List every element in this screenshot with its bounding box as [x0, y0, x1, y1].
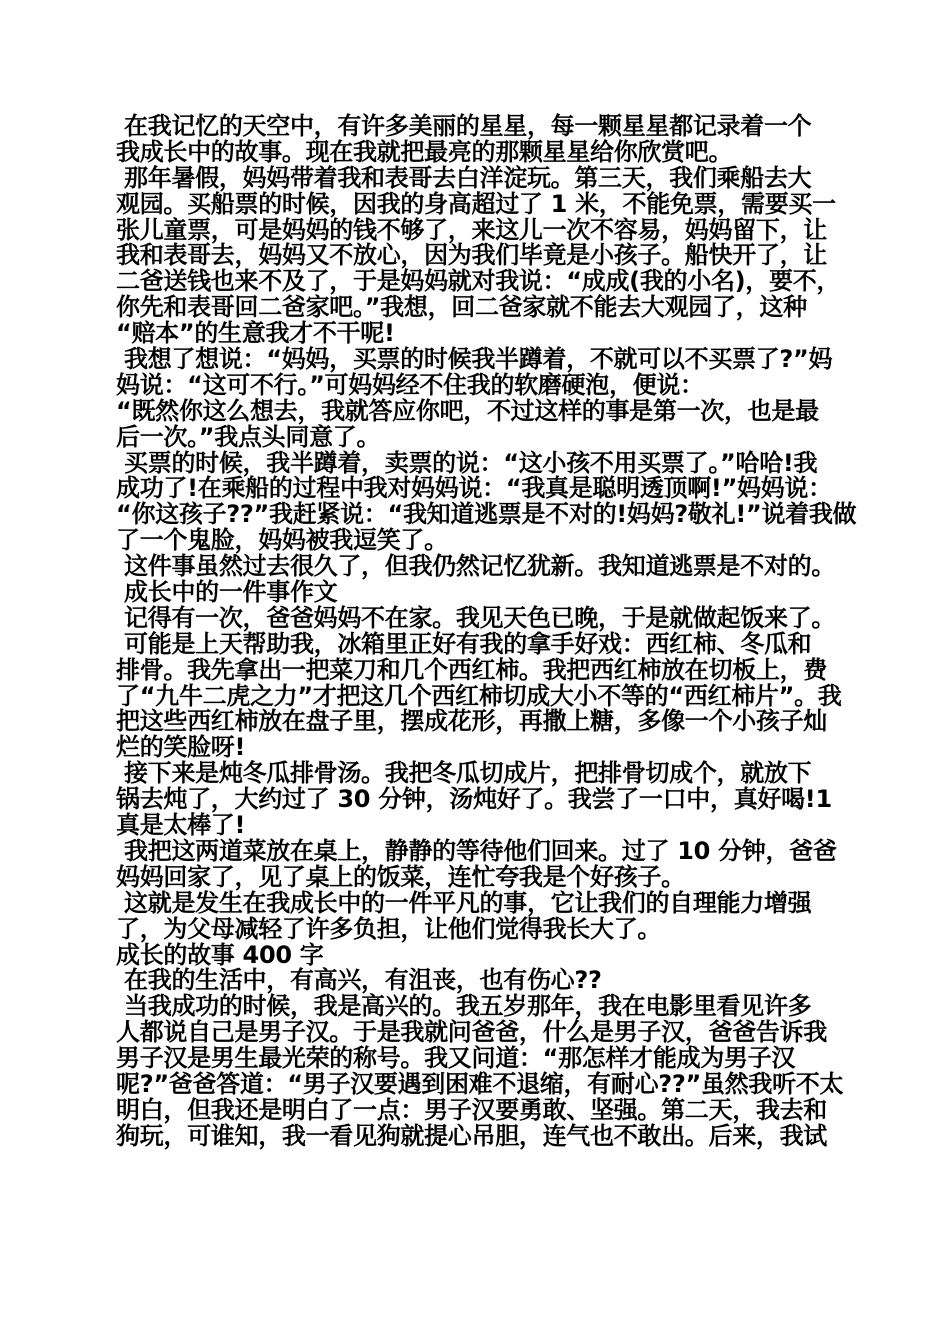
text-line: 成长的故事 400 字 — [116, 940, 324, 969]
text-line: 这件事虽然过去很久了，但我仍然记忆犹新。我知道逃票是不对的。 — [116, 552, 836, 581]
text-line: 我想了想说：“妈妈，买票的时候我半蹲着，不就可以不买票了?”妈 — [116, 345, 833, 374]
text-line: 狗玩，可谁知，我一看见狗就提心吊胆，连气也不敢出。后来，我试 — [116, 1121, 827, 1150]
text-line: 真是太棒了! — [116, 811, 246, 840]
text-line: 你先和表哥回二爸家吧。”我想，回二爸家就不能去大观园了，这种 — [116, 293, 807, 322]
text-line: 呢?”爸爸答道：“男子汉要遇到困难不退缩，有耐心??”虽然我听不太 — [116, 1069, 844, 1098]
text-line: 观园。买船票的时候，因我的身高超过了 1 米，不能免票，需要买一 — [116, 189, 836, 218]
text-line: 记得有一次，爸爸妈妈不在家。我见天色已晚，于是就做起饭来了。 — [116, 603, 836, 632]
text-line: 接下来是炖冬瓜排骨汤。我把冬瓜切成片，把排骨切成个，就放下 — [116, 759, 812, 788]
text-line: 妈说：“这可不行。”可妈妈经不住我的软磨硬泡，便说： — [116, 370, 704, 399]
text-line: 我把这两道菜放在桌上，静静的等待他们回来。过了 10 分钟，爸爸 — [116, 836, 837, 865]
text-line: 后一次。”我点头同意了。 — [116, 422, 381, 451]
text-line: 可能是上天帮助我，冰箱里正好有我的拿手好戏：西红柿、冬瓜和 — [116, 629, 812, 658]
text-line: 成功了!在乘船的过程中我对妈妈说：“我真是聪明透顶啊!”妈妈说： — [116, 474, 832, 503]
text-line: 锅去炖了，大约过了 30 分钟，汤炖好了。我尝了一口中，真好喝!1 — [116, 785, 832, 814]
text-line: 人都说自己是男子汉。于是我就问爸爸，什么是男子汉，爸爸告诉我 — [116, 1018, 827, 1047]
text-line: 买票的时候，我半蹲着，卖票的说：“这小孩不用买票了。”哈哈!我 — [116, 448, 818, 477]
text-line: “赔本”的生意我才不干呢! — [116, 319, 395, 348]
text-line: 我成长中的故事。现在我就把最亮的那颗星星给你欣赏吧。 — [116, 137, 733, 166]
text-line: “你这孩子??”我赶紧说：“我知道逃票是不对的!妈妈?敬礼!”说着我做 — [116, 500, 857, 529]
text-line: 这就是发生在我成长中的一件平凡的事，它让我们的自理能力增强 — [116, 888, 812, 917]
text-line: 成长中的一件事作文 — [116, 578, 338, 607]
text-line: 当我成功的时候，我是高兴的。我五岁那年，我在电影里看见许多 — [116, 992, 812, 1021]
text-line: 烂的笑脸呀! — [116, 733, 246, 762]
text-line: 明白，但我还是明白了一点：男子汉要勇敢、坚强。第二天，我去和 — [116, 1095, 827, 1124]
text-line: 把这些西红柿放在盘子里，摆成花形，再撒上糖，多像一个小孩子灿 — [116, 707, 827, 736]
text-line: “既然你这么想去，我就答应你吧，不过这样的事是第一次，也是最 — [116, 396, 819, 425]
text-line: 排骨。我先拿出一把菜刀和几个西红柿。我把西红柿放在切板上，费 — [116, 655, 827, 684]
text-line: 了“九牛二虎之力”才把这几个西红柿切成大小不等的“西红柿片”。我 — [116, 681, 842, 710]
text-line: 张儿童票，可是妈妈的钱不够了，来这儿一次不容易，妈妈留下，让 — [116, 215, 827, 244]
text-line: 了一个鬼脸，妈妈被我逗笑了。 — [116, 526, 448, 555]
text-line: 在我的生活中，有高兴，有沮丧，也有伤心?? — [116, 966, 602, 995]
text-line: 了，为父母减轻了许多负担，让他们觉得我长大了。 — [116, 914, 662, 943]
text-line: 那年暑假，妈妈带着我和表哥去白洋淀玩。第三天，我们乘船去大 — [116, 163, 812, 192]
text-line: 我和表哥去，妈妈又不放心，因为我们毕竟是小孩子。船快开了，让 — [116, 241, 827, 270]
text-line: 妈妈回家了，见了桌上的饭菜，连忙夸我是个好孩子。 — [116, 862, 685, 891]
text-line: 男子汉是男生最光荣的称号。我又问道：“那怎样才能成为男子汉 — [116, 1044, 796, 1073]
text-line: 二爸送钱也来不及了，于是妈妈就对我说：“成成(我的小名)，要不， — [116, 267, 841, 296]
document-body — [116, 112, 857, 1150]
text-line: 在我记忆的天空中，有许多美丽的星星，每一颗星星都记录着一个 — [116, 112, 812, 140]
